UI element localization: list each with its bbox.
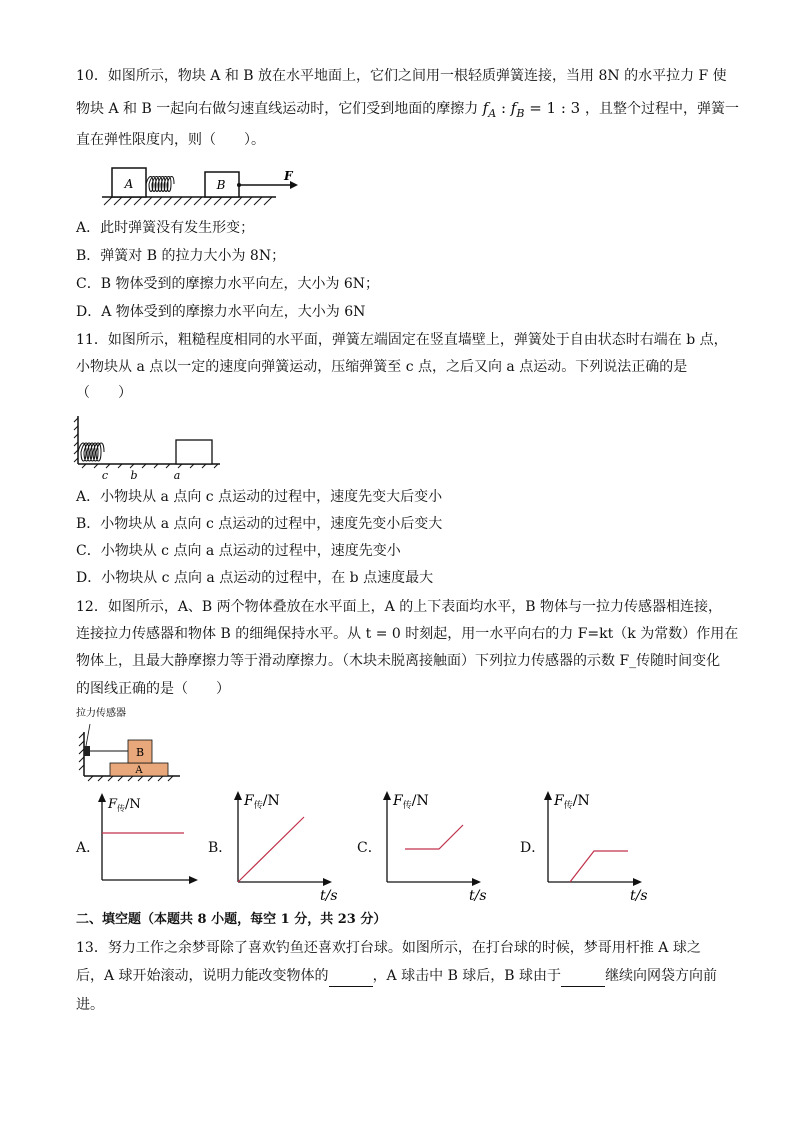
small-block <box>176 440 212 464</box>
q11-line-3: （ ） <box>76 385 132 401</box>
q11-line-2: 小物块从 a 点以一定的速度向弹簧运动，压缩弹簧至 c 点，之后又向 a 点运动。下列说法正确的是 <box>76 359 688 375</box>
graph-c-y-label: $F_传/N$ <box>393 793 429 811</box>
ratio-fa: f <box>482 99 489 117</box>
q10-line-3: 直在弹性限度内，则（ ）。 <box>76 132 265 148</box>
graph-b-label: B． <box>208 840 233 856</box>
friction-ratio <box>482 99 585 120</box>
section-2-title: 二、填空题（本题共 8 小题，每空 1 分，共 23 分） <box>76 912 387 927</box>
graph-d-curve <box>570 851 628 882</box>
q11-option-c: C．小物块从 c 点向 a 点运动的过程中，速度先变小 <box>76 543 401 559</box>
point-c-label: c <box>101 469 109 482</box>
q12-line-1: 12．如图所示，A、B 两个物体叠放在水平面上，A 的上下表面均水平，B 物体与一拉力传感器相连接， <box>76 599 722 615</box>
graph-a[interactable] <box>92 790 210 900</box>
q10-line-1: 10．如图所示，物块 A 和 B 放在水平地面上，它们之间用一根轻质弹簧连接，当用 8N 的水平拉力 F 使 <box>76 68 727 84</box>
graph-c-y-arrow <box>383 791 391 800</box>
graph-b-y-arrow <box>234 791 242 800</box>
spring <box>146 177 174 192</box>
q13-line-2 <box>76 966 717 987</box>
point-a-label: a <box>173 469 181 482</box>
q13-line-2-tail: 继续向网袋方向前 <box>605 968 718 984</box>
q10-figure <box>100 162 293 212</box>
force-label: F <box>284 169 293 183</box>
graph-a-x-arrow <box>189 876 198 884</box>
answer-blank-1[interactable] <box>329 966 373 987</box>
q11-figure <box>74 412 224 484</box>
q13-line-2-text: 后，A 球开始滚动，说明力能改变物体的 <box>76 968 329 984</box>
q11-option-b: B．小物块从 a 点向 c 点运动的过程中，速度先变小后变大 <box>76 516 443 532</box>
q13-line-1: 13．努力工作之余梦哥除了喜欢钓鱼还喜欢打台球。如图所示，在打台球的时候，梦哥用杆推 A 球之 <box>76 940 701 956</box>
graph-b-curve <box>238 817 304 882</box>
q10-option-b: B．弹簧对 B 的拉力大小为 8N； <box>76 248 286 264</box>
sensor-label: 拉力传感器 <box>76 708 126 719</box>
graph-c-x-arrow <box>472 878 481 886</box>
graph-d-label: D． <box>520 840 546 856</box>
graph-b-x-arrow <box>323 878 332 886</box>
q12-line-4: 的图线正确的是（ ） <box>76 681 230 697</box>
graph-d-x-arrow <box>633 878 642 886</box>
q11-line-1: 11．如图所示，粗糙程度相同的水平面，弹簧左端固定在竖直墙壁上，弹簧处于自由状态时右端在 b 点， <box>76 332 728 348</box>
q12-line-2: 连接拉力传感器和物体 B 的细绳保持水平。从 t = 0 时刻起，用一水平向右的力 F=kt（k 为常数）作用在 <box>76 626 739 642</box>
block-b-label: B <box>135 746 145 759</box>
graph-d[interactable] <box>536 788 654 906</box>
graph-d-y-label: $F_传/N$ <box>554 793 590 811</box>
spring <box>78 443 104 461</box>
q10-option-d: D．A 物体受到的摩擦力水平向左，大小为 6N <box>76 304 366 320</box>
block-a-label: A <box>135 765 143 776</box>
graph-a-y-arrow <box>98 793 106 802</box>
q13-line-3: 进。 <box>76 997 104 1013</box>
graph-c-curve <box>405 825 463 849</box>
graph-c[interactable] <box>375 788 493 906</box>
graph-d-x-label: t/s <box>630 888 648 904</box>
ratio-b-sub: B <box>516 107 525 120</box>
q10-option-c: C．B 物体受到的摩擦力水平向左，大小为 6N； <box>76 276 380 292</box>
ground-hatch <box>104 197 272 205</box>
q10-option-a: A．此时弹簧没有发生形变； <box>76 220 255 236</box>
graph-b[interactable] <box>226 788 342 906</box>
block-b-label: B <box>216 178 226 192</box>
ratio-value: = 1 : 3 <box>524 99 581 117</box>
q10-line-2-tail: ，且整个过程中，弹簧一 <box>584 101 739 117</box>
graph-c-x-label: t/s <box>469 888 487 904</box>
graph-a-y-label: $F_传/N$ <box>108 797 141 813</box>
ratio-separator: : <box>496 99 511 117</box>
ratio-fb: f <box>510 99 517 117</box>
ratio-a-sub: A <box>488 107 497 120</box>
graph-d-y-arrow <box>544 791 552 800</box>
q11-option-d: D．小物块从 c 点向 a 点运动的过程中，在 b 点速度最大 <box>76 570 434 586</box>
q10-line-2 <box>76 98 739 124</box>
sensor-pointer <box>86 724 90 746</box>
q12-line-3: 物体上，且最大静摩擦力等于滑动摩擦力。（木块未脱离接触面）下列拉力传感器的示数 F_传随时间变化 <box>76 653 721 669</box>
answer-blank-2[interactable] <box>561 966 605 987</box>
q13-line-2-mid: ，A 球击中 B 球后，B 球由于 <box>372 968 562 984</box>
q10-line-2-text: 物块 A 和 B 一起向右做匀速直线运动时，它们受到地面的摩擦力 <box>76 101 479 117</box>
graph-b-x-label: t/s <box>320 888 338 904</box>
q11-option-a: A．小物块从 a 点向 c 点运动的过程中，速度先变大后变小 <box>76 489 443 505</box>
graph-a-label: A． <box>76 840 101 856</box>
q12-figure <box>74 704 186 784</box>
block-a-label: A <box>124 177 134 191</box>
graph-b-y-label: $F_传/N$ <box>244 793 280 811</box>
sensor <box>84 746 90 756</box>
graph-c-label: C． <box>357 840 382 856</box>
point-b-label: b <box>130 469 138 482</box>
